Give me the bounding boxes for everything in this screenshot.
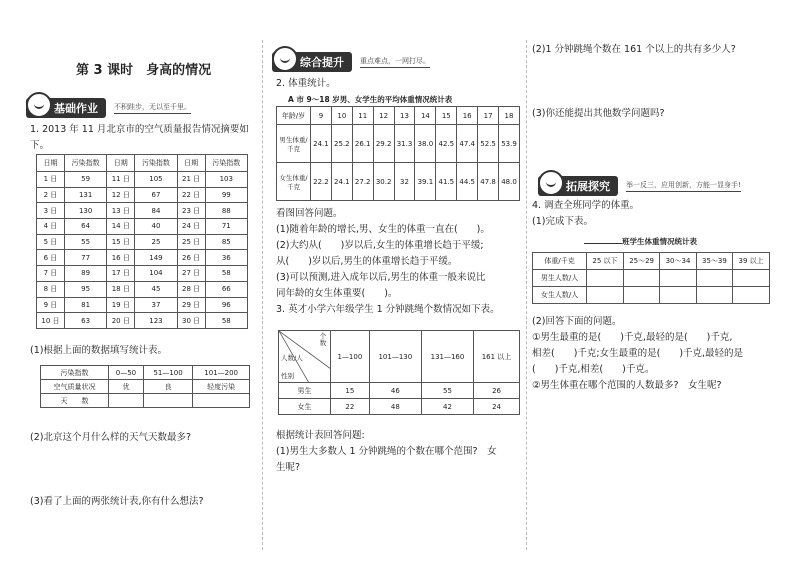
class-female-blank-2[interactable] (623, 287, 659, 304)
weight-female-cell: 47.8 (478, 163, 499, 201)
weight-answer-intro: 看图回答问题。 (276, 208, 343, 219)
aq-cell: 9 日 (37, 297, 65, 313)
q4-part1: (1)完成下表。 (532, 216, 593, 227)
weight-age-cell: 13 (394, 107, 415, 125)
aq-cell: 16 日 (107, 250, 135, 266)
weight-female-cell: 48.0 (499, 163, 520, 201)
aq-cell: 19 日 (107, 297, 135, 313)
q3-intro: 3. 英才小学六年级学生 1 分钟跳绳个数情况如下表。 (276, 304, 500, 315)
aq-header-cell: 日期 (37, 155, 65, 172)
diag-label-count: 个数 (319, 332, 327, 347)
aq-cell: 21 日 (177, 172, 205, 188)
aq-cell: 99 (205, 187, 247, 203)
rope-table (278, 330, 520, 415)
class-weight-male-row (533, 270, 770, 287)
weight-male-cell: 42.5 (436, 125, 457, 163)
aq-cell: 18 日 (107, 281, 135, 297)
aq-cell: 96 (205, 297, 247, 313)
aq-cell: 29 日 (177, 297, 205, 313)
air-fill-q3: 轻度污染 (193, 380, 250, 394)
class-female-blank-3[interactable] (660, 287, 696, 304)
aq-cell: 14 日 (107, 219, 135, 235)
air-fill-h3: 101—200 (193, 366, 250, 380)
aq-cell: 1 日 (37, 172, 65, 188)
rope-female-2: 42 (421, 399, 473, 415)
weight-answer-2b: 从( )岁以后,男生的体重增长趋于平缓。 (276, 256, 458, 267)
aq-cell: 63 (64, 313, 106, 329)
class-weight-header-row (533, 253, 770, 270)
weight-age-cell: 15 (436, 107, 457, 125)
diag-label-gender: 性别 (281, 372, 294, 380)
weight-male-row (277, 125, 520, 163)
rope-female-label: 女生 (279, 399, 331, 415)
comprehensive-slogan: 重点难点，一网打尽。 (360, 56, 430, 68)
aq-cell: 7 日 (37, 266, 65, 282)
class-male-blank-1[interactable] (587, 270, 624, 287)
weight-male-cell: 53.9 (499, 125, 520, 163)
aq-cell: 58 (205, 266, 247, 282)
rope-q3: (3)你还能提出其他数学问题吗? (532, 108, 665, 119)
aq-cell: 11 日 (107, 172, 135, 188)
aq-row (37, 219, 248, 235)
aq-cell: 104 (135, 266, 177, 282)
aq-cell: 20 日 (107, 313, 135, 329)
q4-answer-1c: ( )千克,相差( )千克。 (532, 364, 655, 375)
extension-slogan: 举一反三，应用创新，方能一显身手! (626, 180, 741, 192)
q1-part3: (3)看了上面的两张统计表,你有什么想法? (30, 496, 204, 507)
aq-cell: 67 (135, 187, 177, 203)
weight-male-label: 男生体重/千克 (277, 125, 311, 163)
rope-answer-1a: (1)男生大多数人 1 分钟跳绳的个数在哪个范围? 女 (276, 446, 497, 457)
aq-cell: 89 (64, 266, 106, 282)
weight-age-cell: 17 (478, 107, 499, 125)
rope-male-label: 男生 (279, 383, 331, 399)
weight-female-cell: 32 (394, 163, 415, 201)
class-female-blank-5[interactable] (733, 287, 770, 304)
diag-label-people: 人数/人 (281, 354, 303, 362)
weight-age-label: 年龄/岁 (277, 107, 311, 125)
aq-row (37, 297, 248, 313)
class-header-cell: 30～34 (660, 253, 696, 270)
aq-header-cell: 日期 (107, 155, 135, 172)
class-weight-table (532, 252, 770, 304)
weight-age-row (277, 107, 520, 125)
class-name-blank[interactable] (584, 243, 622, 244)
aq-cell: 66 (205, 281, 247, 297)
aq-cell: 131 (64, 187, 106, 203)
aq-header-cell: 污染指数 (64, 155, 106, 172)
aq-cell: 105 (135, 172, 177, 188)
class-header-cell: 25 以下 (587, 253, 624, 270)
aq-cell: 17 日 (107, 266, 135, 282)
weight-male-cell: 31.3 (394, 125, 415, 163)
weight-answer-block (276, 206, 520, 318)
mascot-icon (272, 46, 298, 72)
air-fill-days-row (41, 394, 250, 408)
aq-row (37, 172, 248, 188)
aq-cell: 13 日 (107, 203, 135, 219)
aq-cell: 77 (64, 250, 106, 266)
rope-h1: 101—130 (369, 331, 421, 383)
class-table-title-text: 班学生体重情况统计表 (622, 237, 697, 246)
weight-male-cell: 47.4 (457, 125, 478, 163)
aq-cell: 123 (135, 313, 177, 329)
aq-cell: 95 (64, 281, 106, 297)
rope-male-0: 15 (331, 383, 370, 399)
aq-cell: 15 日 (107, 234, 135, 250)
aq-row (37, 250, 248, 266)
comprehensive-banner-label: 综合提升 (300, 56, 344, 69)
aq-cell: 12 日 (107, 187, 135, 203)
aq-cell: 40 (135, 219, 177, 235)
class-male-blank-3[interactable] (660, 270, 696, 287)
rope-male-3: 26 (474, 383, 520, 399)
weight-female-cell: 44.5 (457, 163, 478, 201)
rope-h0: 1—100 (331, 331, 370, 383)
class-female-blank-1[interactable] (587, 287, 624, 304)
aq-cell: 64 (64, 219, 106, 235)
weight-age-cell: 16 (457, 107, 478, 125)
q4-answer-1b: 相差( )千克;女生最重的是( )千克,最轻的是 (532, 348, 744, 359)
air-fill-q2: 良 (143, 380, 192, 394)
aq-cell: 5 日 (37, 234, 65, 250)
aq-cell: 22 日 (177, 187, 205, 203)
rope-q2: (2)1 分钟跳绳个数在 161 个以上的共有多少人? (532, 44, 736, 55)
weight-age-cell: 10 (331, 107, 352, 125)
aq-cell: 8 日 (37, 281, 65, 297)
q1-intro: 1. 2013 年 11 月北京市的空气质量报告情况摘要如下。 (30, 124, 249, 151)
q4-answer-1a: ①男生最重的是( )千克,最轻的是( )千克, (532, 332, 733, 343)
aq-cell: 30 日 (177, 313, 205, 329)
air-fill-h0: 污染指数 (41, 366, 109, 380)
class-male-blank-5[interactable] (733, 270, 770, 287)
rope-female-row (279, 399, 520, 415)
class-header-cell: 35～39 (696, 253, 732, 270)
weight-male-cell: 25.2 (331, 125, 352, 163)
q4-part2-block (532, 314, 772, 394)
rope-header-row (279, 331, 520, 383)
weight-male-cell: 24.1 (311, 125, 332, 163)
air-fill-q1: 优 (109, 380, 144, 394)
aq-cell: 3 日 (37, 203, 65, 219)
weight-age-cell: 9 (311, 107, 332, 125)
weight-answer-3a: (3)可以预测,进入成年以后,男生的体重一般来说比 (276, 272, 486, 283)
basic-banner (26, 98, 191, 118)
aq-cell: 26 日 (177, 250, 205, 266)
rope-answer-intro: 根据统计表回答问题: (276, 430, 365, 441)
weight-age-cell: 12 (373, 107, 394, 125)
air-fill-h2: 51—100 (143, 366, 192, 380)
extension-banner (538, 176, 741, 196)
comprehensive-banner (272, 52, 430, 72)
class-male-blank-4[interactable] (696, 270, 732, 287)
air-fill-days-blank-2[interactable] (143, 394, 192, 408)
aq-cell: 103 (205, 172, 247, 188)
aq-cell: 85 (205, 234, 247, 250)
aq-cell: 25 (135, 234, 177, 250)
class-table-title (584, 236, 697, 247)
extension-banner-label: 拓展探究 (566, 180, 610, 193)
air-quality-table (36, 154, 248, 329)
aq-row (37, 313, 248, 329)
aq-cell: 149 (135, 250, 177, 266)
aq-cell: 37 (135, 297, 177, 313)
q4-answer-2: ②男生体重在哪个范围的人数最多? 女生呢? (532, 380, 722, 391)
class-female-blank-4[interactable] (696, 287, 732, 304)
rope-h2: 131—160 (421, 331, 473, 383)
rope-female-1: 48 (369, 399, 421, 415)
aq-cell: 81 (64, 297, 106, 313)
air-fill-h1: 0—50 (109, 366, 144, 380)
column-divider-1 (262, 40, 263, 550)
aq-row (37, 281, 248, 297)
q4-part2: (2)回答下面的问题。 (532, 316, 622, 327)
weight-female-cell: 24.1 (331, 163, 352, 201)
basic-slogan: 不积跬步，无以至千里。 (114, 102, 191, 114)
class-female-label: 女生人数/人 (533, 287, 587, 304)
comprehensive-banner-tag (272, 52, 352, 72)
weight-female-row (277, 163, 520, 201)
aq-cell: 10 日 (37, 313, 65, 329)
air-fill-header-row (41, 366, 250, 380)
class-male-label: 男生人数/人 (533, 270, 587, 287)
mascot-icon (538, 170, 564, 196)
class-male-blank-2[interactable] (623, 270, 659, 287)
weight-male-cell: 38.0 (415, 125, 436, 163)
aq-cell: 25 日 (177, 234, 205, 250)
q1-part2: (2)北京这个月什么样的天气天数最多? (30, 432, 191, 443)
weight-age-cell: 11 (352, 107, 373, 125)
aq-cell: 36 (205, 250, 247, 266)
aq-cell: 45 (135, 281, 177, 297)
class-header-cell: 体重/千克 (533, 253, 587, 270)
weight-age-cell: 18 (499, 107, 520, 125)
class-weight-female-row (533, 287, 770, 304)
aq-cell: 84 (135, 203, 177, 219)
basic-banner-tag (26, 98, 106, 118)
aq-cell: 55 (64, 234, 106, 250)
rope-diagonal-header (279, 331, 331, 383)
air-fill-days-blank-1[interactable] (109, 394, 144, 408)
air-fill-q0: 空气质量状况 (41, 380, 109, 394)
weight-age-cell: 14 (415, 107, 436, 125)
weight-answer-1: (1)随着年龄的增长,男、女生的体重一直在( )。 (276, 224, 490, 235)
aq-cell: 27 日 (177, 266, 205, 282)
extension-banner-tag (538, 176, 618, 196)
aq-cell: 130 (64, 203, 106, 219)
air-fill-days-label: 天 数 (41, 394, 109, 408)
column-divider-2 (526, 40, 527, 550)
class-header-cell: 39 以上 (733, 253, 770, 270)
aq-cell: 28 日 (177, 281, 205, 297)
basic-banner-label: 基础作业 (54, 102, 98, 115)
mascot-icon (26, 92, 52, 118)
aq-row (37, 187, 248, 203)
weight-answer-3b: 同年龄的女生体重要( )。 (276, 288, 398, 299)
weight-male-cell: 29.2 (373, 125, 394, 163)
weight-female-label: 女生体重/千克 (277, 163, 311, 201)
rope-male-row (279, 383, 520, 399)
weight-female-cell: 27.2 (352, 163, 373, 201)
aq-row (37, 266, 248, 282)
aq-cell: 59 (64, 172, 106, 188)
aq-cell: 58 (205, 313, 247, 329)
weight-female-cell: 41.5 (436, 163, 457, 201)
class-header-cell: 25～29 (623, 253, 659, 270)
aq-row (37, 234, 248, 250)
weight-answer-2a: (2)大约从( )岁以后,女生的体重增长趋于平缓; (276, 240, 484, 251)
rope-male-1: 46 (369, 383, 421, 399)
aq-cell: 6 日 (37, 250, 65, 266)
air-fill-table (40, 365, 250, 408)
rope-h3: 161 以上 (474, 331, 520, 383)
aq-cell: 23 日 (177, 203, 205, 219)
aq-header-cell: 污染指数 (135, 155, 177, 172)
rope-female-0: 22 (331, 399, 370, 415)
weight-male-cell: 52.5 (478, 125, 499, 163)
aq-cell: 88 (205, 203, 247, 219)
aq-cell: 24 日 (177, 219, 205, 235)
q1-part1: (1)根据上面的数据填写统计表。 (30, 345, 167, 356)
aq-cell: 2 日 (37, 187, 65, 203)
rope-answer-1b: 生呢? (276, 462, 301, 473)
weight-male-cell: 26.1 (352, 125, 373, 163)
air-fill-quality-row (41, 380, 250, 394)
aq-row (37, 203, 248, 219)
air-quality-body (37, 172, 248, 329)
aq-cell: 71 (205, 219, 247, 235)
weight-table (276, 106, 520, 201)
page-title: 第 3 课时 身高的情况 (76, 63, 212, 78)
rope-male-2: 55 (421, 383, 473, 399)
air-fill-days-blank-3[interactable] (193, 394, 250, 408)
weight-female-cell: 22.2 (311, 163, 332, 201)
q4-title: 4. 调查全班同学的体重。 (532, 200, 640, 211)
q4-block (532, 198, 639, 230)
weight-female-cell: 39.1 (415, 163, 436, 201)
aq-cell: 4 日 (37, 219, 65, 235)
aq-header-cell: 污染指数 (205, 155, 247, 172)
aq-header-cell: 日期 (177, 155, 205, 172)
weight-table-title: A 市 9～18 岁男、女学生的平均体重情况统计表 (288, 95, 453, 104)
weight-female-cell: 30.2 (373, 163, 394, 201)
air-quality-header-row (37, 155, 248, 172)
rope-female-3: 24 (474, 399, 520, 415)
q2-title: 2. 体重统计。 (276, 78, 336, 89)
rope-answer-block (276, 428, 520, 476)
